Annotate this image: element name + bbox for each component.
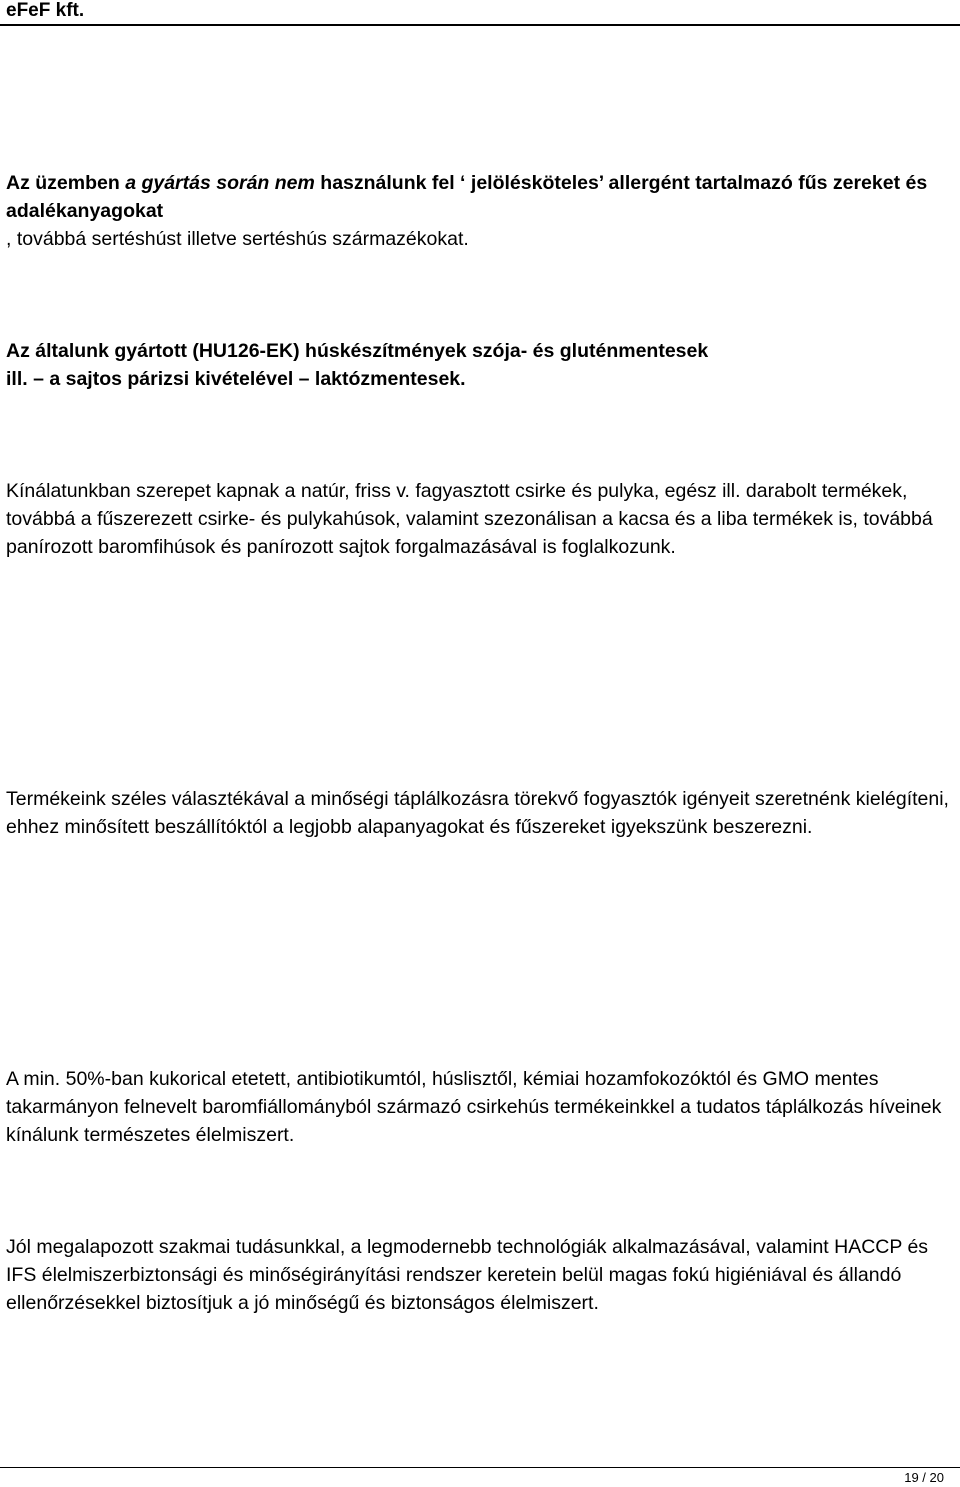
page-number: 19 / 20 — [904, 1470, 944, 1485]
allergen-statement: használunk fel ‘ jelölésköteles’ allergént tartalmazó fűs zereket és adalékanyagokat — [6, 172, 928, 222]
food-safety-paragraph: Jól megalapozott szakmai tudásunkkal, a legmodernebb technológiák alkalmazásával, valamint HACCP és IFS élelmiszerbiztonsági és minőségirányítási rendszer keretein belül magas fokú higiéniával és állandó ellenőrzésekkel biztosítjuk a jó minőségű és biztonságos élelmiszert. — [6, 1236, 929, 1314]
gluten-free-paragraph — [6, 337, 956, 393]
offer-paragraph: Kínálatunkban szerepet kapnak a natúr, friss v. fagyasztott csirke és pulyka, egész ill. darabolt termékek, továbbá a fűszerezett csirke- és pulykahúsok, valamint szezonálisan a kacsa és a liba termékek is, továbbá panírozott baromfihúsok és panírozott sajtok forgalmazásával is foglalkozunk. — [6, 480, 933, 558]
gluten-free-line-1: Az általunk gyártott (HU126-EK) húskészítmények szója- és gluténmentesek — [6, 340, 709, 362]
allergen-intro: Az üzemben — [6, 172, 126, 194]
allergen-paragraph — [6, 169, 956, 253]
company-name: eFeF kft. — [6, 0, 85, 21]
allergen-emphasis: a gyártás során nem — [125, 172, 315, 194]
header-divider — [0, 24, 960, 26]
quality-paragraph: Termékeink széles választékával a minőségi táplálkozásra törekvő fogyasztók igényeit szeretnénk kielégíteni, ehhez minősített beszállítóktól a legjobb alapanyagokat és fűszereket igyekszünk beszerezni. — [6, 788, 949, 838]
footer-divider — [0, 1467, 960, 1468]
gluten-free-line-2: ill. – a sajtos párizsi kivételével – laktózmentesek. — [6, 368, 466, 390]
pork-statement: , továbbá sertéshúst illetve sertéshús származékokat. — [6, 228, 469, 250]
feed-paragraph: A min. 50%-ban kukorical etetett, antibiotikumtól, húslisztől, kémiai hozamfokozóktól és GMO mentes takarmányon felnevelt baromfiállományból származó csirkehús termékeinkkel a tudatos táplálkozás híveinek kínálunk természetes élelmiszert. — [6, 1068, 942, 1146]
